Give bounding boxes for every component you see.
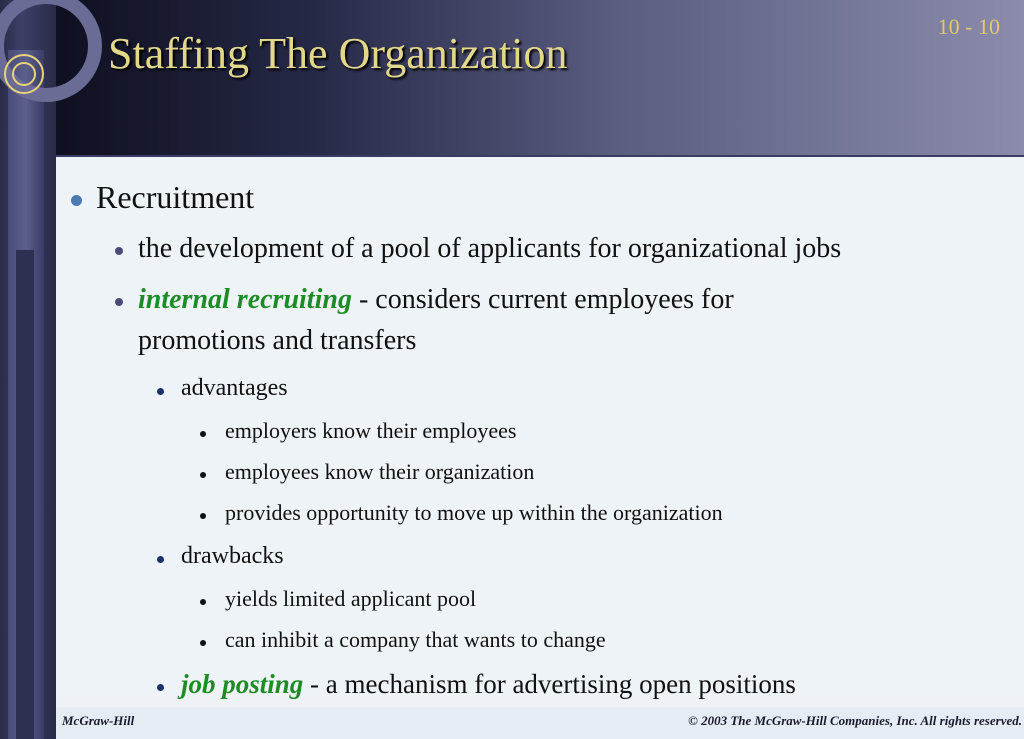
bullet-l4-adv-2-icon xyxy=(200,472,206,478)
bullet-l4-draw-2-icon xyxy=(200,640,206,646)
bullet-l3-advantages: advantages xyxy=(181,375,288,401)
slide-number: 10 - 10 xyxy=(937,14,1000,39)
bullet-l2-internal xyxy=(138,284,734,316)
term-job-posting: job posting xyxy=(181,669,304,699)
footer-copyright: © 2003 The McGraw-Hill Companies, Inc. All rights reserved. xyxy=(688,713,1022,728)
term-internal-recruiting: internal recruiting xyxy=(138,284,352,315)
job-posting-desc: - a mechanism for advertising open positions xyxy=(303,669,796,699)
bullet-l2-internal-line2: promotions and transfers xyxy=(138,325,417,356)
footer-publisher: McGraw-Hill xyxy=(62,713,135,728)
left-decorative-bar xyxy=(0,0,56,739)
bullet-l3-posting-icon xyxy=(157,684,164,691)
bullet-l4-adv-2: employees know their organization xyxy=(225,459,535,484)
target-ring-icon xyxy=(4,54,44,94)
bullet-l4-draw-1-icon xyxy=(200,599,206,605)
slide-title: Staffing The Organization xyxy=(108,29,568,78)
bullet-l2-development: the development of a pool of applicants for organizational jobs xyxy=(138,233,842,264)
bullet-l2-internal-icon xyxy=(115,298,123,306)
bullet-l1-recruitment-icon xyxy=(71,195,82,206)
bullet-l4-draw-1: yields limited applicant pool xyxy=(225,586,477,611)
bullet-l4-adv-3-icon xyxy=(200,513,206,519)
bullet-l2-development-icon xyxy=(115,247,123,255)
left-bar-inner-stripe xyxy=(16,250,34,739)
bullet-l4-draw-2: can inhibit a company that wants to change xyxy=(225,627,606,652)
bullet-l3-drawbacks-icon xyxy=(157,556,164,563)
bullet-l3-drawbacks: drawbacks xyxy=(181,543,284,569)
bullet-l3-posting xyxy=(181,669,796,700)
slide-footer xyxy=(56,707,1024,739)
bullet-l4-adv-1: employers know their employees xyxy=(225,418,517,443)
bullet-l4-adv-3: provides opportunity to move up within the organization xyxy=(225,500,723,525)
bullet-l4-adv-1-icon xyxy=(200,431,206,437)
internal-recruiting-desc: - considers current employees for xyxy=(351,284,734,315)
slide-content xyxy=(56,155,1024,697)
bullet-l1-recruitment: Recruitment xyxy=(96,179,255,215)
bullet-l3-advantages-icon xyxy=(157,388,164,395)
